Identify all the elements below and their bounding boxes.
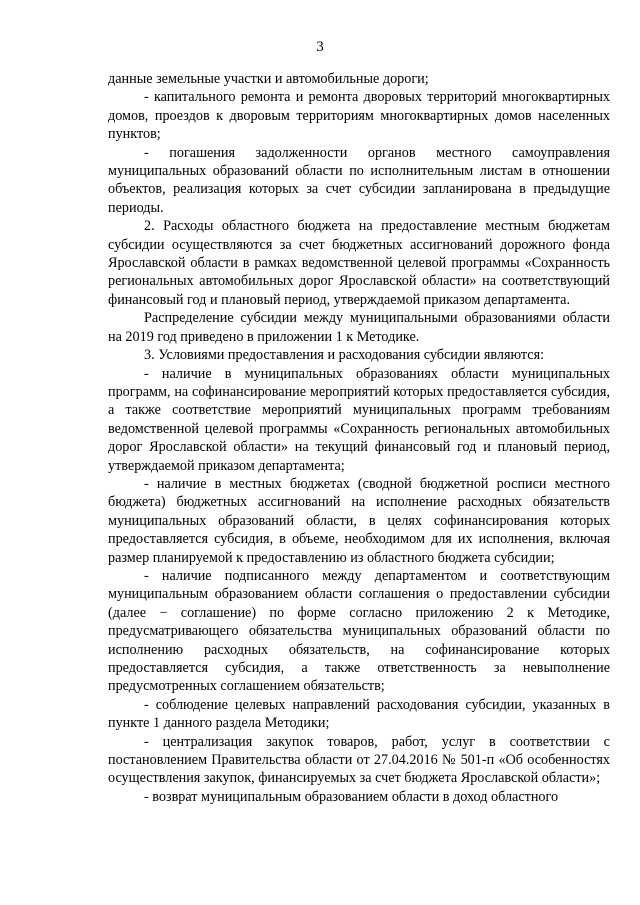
paragraph-target-directions: - соблюдение целевых направлений расходования субсидии, указанных в пункте 1 данного раздела Методики;: [108, 696, 610, 732]
paragraph-debt-repayment: - погашения задолженности органов местного самоуправления муниципальных образований области по исполнительным листам в отношении объектов, реализация которых за счет субсидии запланирована в предыдущие периоды.: [108, 144, 610, 216]
paragraph-subsidy-distribution: Распределение субсидии между муниципальными образованиями области на 2019 год приведено в приложении 1 к Методике.: [108, 310, 610, 345]
paragraph-refund: - возврат муниципальным образованием области в доход областного: [144, 788, 559, 805]
paragraph-land-plots: данные земельные участки и автомобильные дороги;: [108, 71, 429, 87]
paragraph-municipal-programs: - наличие в муниципальных образованиях области муниципальных программ, на софинансирование мероприятий которых предоставляется субсидия, а также соответствие мероприятий муниципальных программ требованиям ведомственной целевой программы «Сохранность региональных автомобильных дорог Ярославской области» на текущий финансовый год и плановый период, утверждаемой приказом департамента;: [108, 365, 610, 474]
paragraph-capital-repair: - капитального ремонта и ремонта дворовых территорий многоквартирных домов, проездов к дворовым территориям многоквартирных домов населенных пунктов;: [108, 89, 610, 143]
paragraph-budget-expenses: 2. Расходы областного бюджета на предоставление местным бюджетам субсидии осуществляются за счет бюджетных ассигнований дорожного фонда Ярославской области в рамках ведомственной целевой программы «Сохранность региональных автомобильных дорог Ярославской области» на соответствующий финансовый год и плановый период, утверждаемой приказом департамента.: [108, 218, 610, 308]
paragraph-signed-agreement: - наличие подписанного между департаментом и соответствующим муниципальным образованием области соглашения о предоставлении субсидии (далее − соглашение) по форме согласно приложению 2 к Методике, предусматривающего обязательства муниципальных образований области по исполнению расходных обязательств, на софинансирование которых предоставляется субсидия, а также ответственность за невыполнение предусмотренных соглашением обязательств;: [108, 567, 610, 695]
paragraph-centralized-procurement: - централизация закупок товаров, работ, услуг в соответствии с постановлением Правительства области от 27.04.2016 № 501-п «Об особенностях осуществления закупок, финансируемых за счет бюджета Ярославской области»;: [108, 733, 610, 787]
paragraph-conditions-heading: 3. Условиями предоставления и расходования субсидии являются:: [144, 347, 545, 364]
page-number: 3: [316, 39, 324, 55]
document-body: [108, 70, 610, 806]
paragraph-budget-allocations: - наличие в местных бюджетах (сводной бюджетной росписи местного бюджета) бюджетных ассигнований на исполнение расходных обязательств муниципальных образований области, в целях софинансирования которых предоставляется субсидия, в объеме, необходимом для их исполнения, включая размер планируемой к предоставлению из областного бюджета субсидии;: [108, 475, 610, 566]
